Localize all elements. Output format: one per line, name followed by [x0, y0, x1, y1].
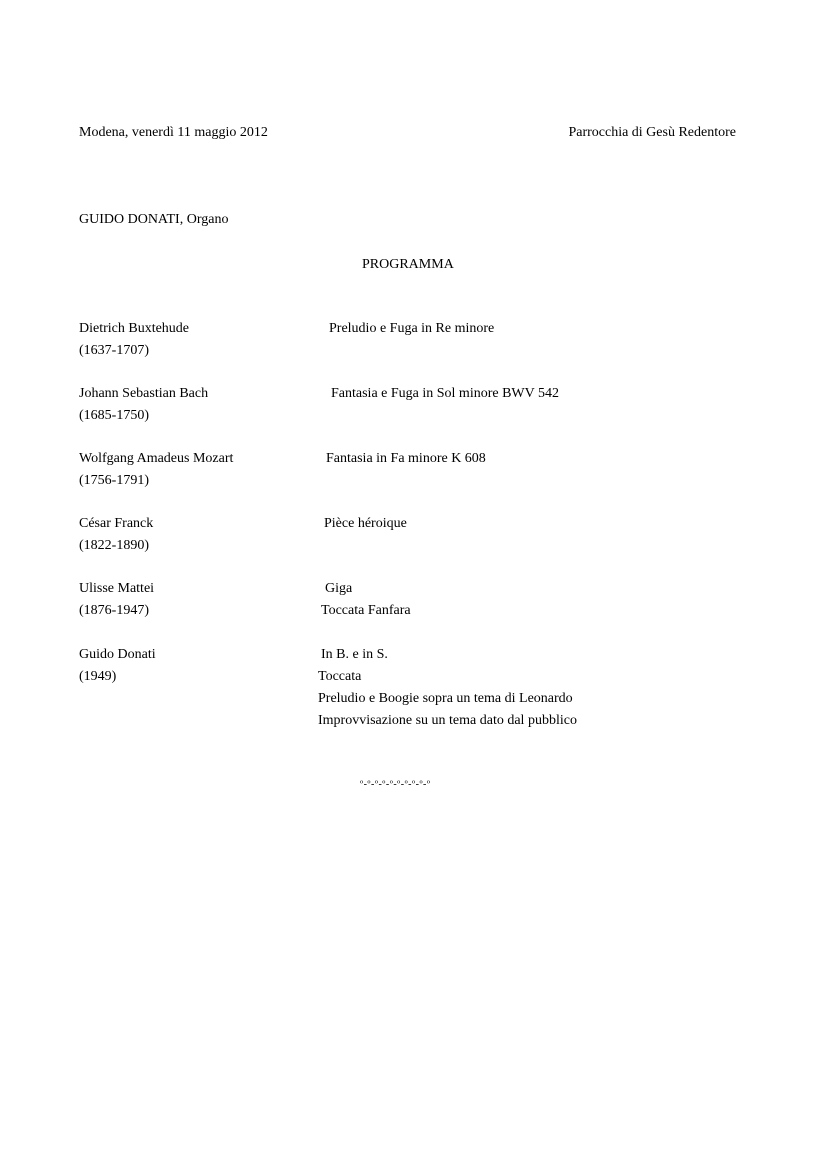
work-title: Giga: [325, 581, 353, 596]
work-title: Pièce héroique: [324, 516, 407, 531]
composer-dates: (1876-1947): [79, 603, 149, 618]
composer-name: Dietrich Buxtehude: [79, 321, 190, 336]
venue: Parrocchia di Gesù Redentore: [568, 125, 736, 140]
composer-name: Ulisse Mattei: [79, 581, 155, 596]
composer-dates: (1756-1791): [79, 473, 149, 488]
place-date: Modena, venerdì 11 maggio 2012: [79, 125, 268, 140]
work-title: Improvvisazione su un tema dato dal pubblico: [318, 713, 577, 728]
composer-name: Johann Sebastian Bach: [79, 386, 209, 401]
work-title: Fantasia in Fa minore K 608: [326, 451, 486, 466]
work-title: Fantasia e Fuga in Sol minore BWV 542: [331, 386, 559, 401]
composer-name: César Franck: [79, 516, 154, 531]
work-title: Preludio e Boogie sopra un tema di Leonardo: [318, 691, 573, 706]
work-title: Toccata: [318, 669, 362, 684]
work-title: Toccata Fanfara: [321, 603, 411, 618]
performer: GUIDO DONATI, Organo: [79, 212, 229, 227]
composer-name: Guido Donati: [79, 647, 156, 662]
composer-name: Wolfgang Amadeus Mozart: [79, 451, 234, 466]
programme-title: PROGRAMMA: [362, 257, 454, 272]
work-title: Preludio e Fuga in Re minore: [329, 321, 495, 336]
closing-ornament: º-º-º-º-º-º-º-º-º-º: [360, 779, 431, 790]
composer-dates: (1949): [79, 669, 117, 684]
composer-dates: (1637-1707): [79, 343, 149, 358]
composer-dates: (1822-1890): [79, 538, 149, 553]
work-title: In B. e in S.: [321, 647, 388, 662]
composer-dates: (1685-1750): [79, 408, 149, 423]
